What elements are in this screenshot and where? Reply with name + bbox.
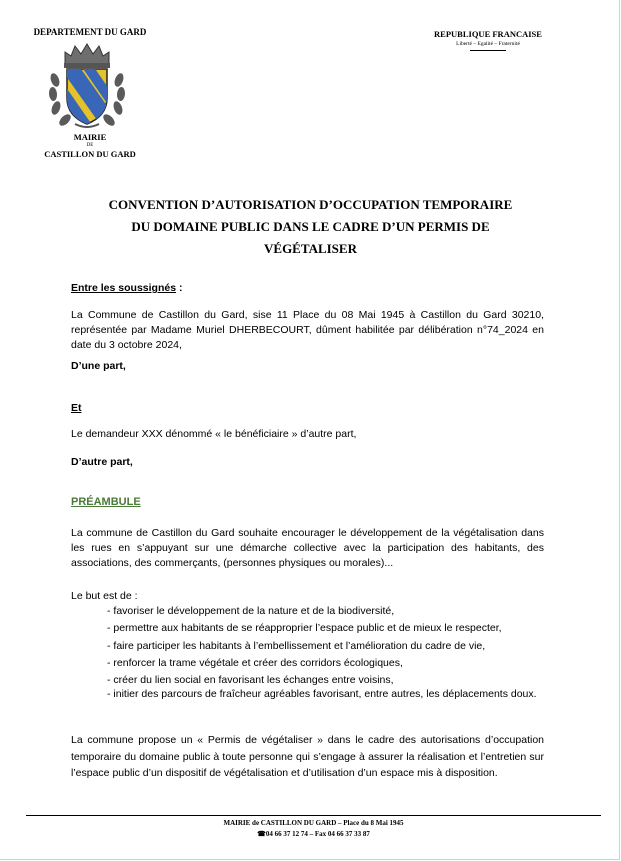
commune-label: CASTILLON DU GARD bbox=[44, 149, 136, 159]
list-item: - créer du lien social en favorisant les échanges entre voisins, bbox=[107, 674, 394, 687]
footer-divider bbox=[26, 815, 601, 816]
parties-heading-colon: : bbox=[176, 282, 183, 294]
dune-part-label: D’une part, bbox=[71, 360, 126, 372]
demandeur-paragraph: Le demandeur XXX dénommé « le bénéficiaire » d’autre part, bbox=[71, 428, 357, 440]
parties-heading-text: Entre les soussignés bbox=[71, 282, 177, 294]
mairie-label: MAIRIE bbox=[73, 132, 107, 142]
commune-paragraph: La Commune de Castillon du Gard, sise 11 Place du 08 Mai 1945 à Castillon du Gard 30210, représentée par Madame Muriel DHERBECOURT, dûment habilitée par délibération n°74_2024 en date du 3 octobre 2024, bbox=[71, 309, 544, 351]
title-line-1: CONVENTION D’AUTORISATION D’OCCUPATION TEMPORAIRE bbox=[108, 197, 513, 212]
republic-divider bbox=[470, 50, 506, 51]
title-line-2: DU DOMAINE PUBLIC DANS LE CADRE D’UN PERMIS DE bbox=[131, 219, 490, 234]
list-item: - faire participer les habitants à l’embellissement et l’amélioration du cadre de vie, bbox=[107, 639, 486, 652]
title-line-3: VÉGÉTALISER bbox=[264, 241, 357, 256]
but-label: Le but est de : bbox=[71, 590, 138, 602]
mairie-block bbox=[30, 132, 150, 160]
footer-address: MAIRIE de CASTILLON DU GARD – Place du 8 Mai 1945 bbox=[223, 819, 404, 827]
preambule-intro: La commune de Castillon du Gard souhaite encourager le développement de la végétalisation dans les rues en s’appuyant sur une démarche collective avec la participation des habitants, des associations, des commerçants, (personnes physiques ou morales)... bbox=[71, 527, 544, 569]
goals-list bbox=[107, 603, 547, 689]
last-goal: - initier des parcours de fraîcheur agréables favorisant, entre autres, les déplacements doux. bbox=[107, 688, 537, 700]
list-item: - permettre aux habitants de se réapproprier l’espace public et de mieux le respecter, bbox=[107, 622, 502, 635]
preambule-heading: PRÉAMBULE bbox=[71, 496, 141, 508]
list-item: - renforcer la trame végétale et créer des corridors écologiques, bbox=[107, 656, 403, 669]
document-title bbox=[60, 194, 561, 260]
department-label: DEPARTEMENT DU GARD bbox=[33, 27, 147, 37]
footer-phone: ☎04 66 37 12 74 – Fax 04 66 37 33 87 bbox=[257, 830, 370, 838]
dautre-part-label: D’autre part, bbox=[71, 456, 133, 468]
de-label: DE bbox=[86, 143, 94, 148]
republic-label: REPUBLIQUE FRANCAISE bbox=[434, 29, 542, 39]
coat-of-arms-icon bbox=[47, 40, 127, 132]
list-item: - favoriser le développement de la nature et de la biodiversité, bbox=[107, 605, 395, 617]
permis-paragraph: La commune propose un « Permis de végétaliser » dans le cadre des autorisations d’occupation temporaire du domaine public à toute personne qui s’engage à assurer la réalisation et l’entretien sur l’espace public d’un dispositif de végétalisation et d’utilisation d’un espace mis à disposition. bbox=[71, 734, 544, 779]
republic-block bbox=[428, 29, 548, 51]
footer bbox=[26, 818, 601, 840]
motto-label: Liberté – Egalité – Fraternité bbox=[456, 41, 520, 47]
et-label: Et bbox=[71, 402, 82, 414]
parties-heading bbox=[71, 281, 544, 296]
